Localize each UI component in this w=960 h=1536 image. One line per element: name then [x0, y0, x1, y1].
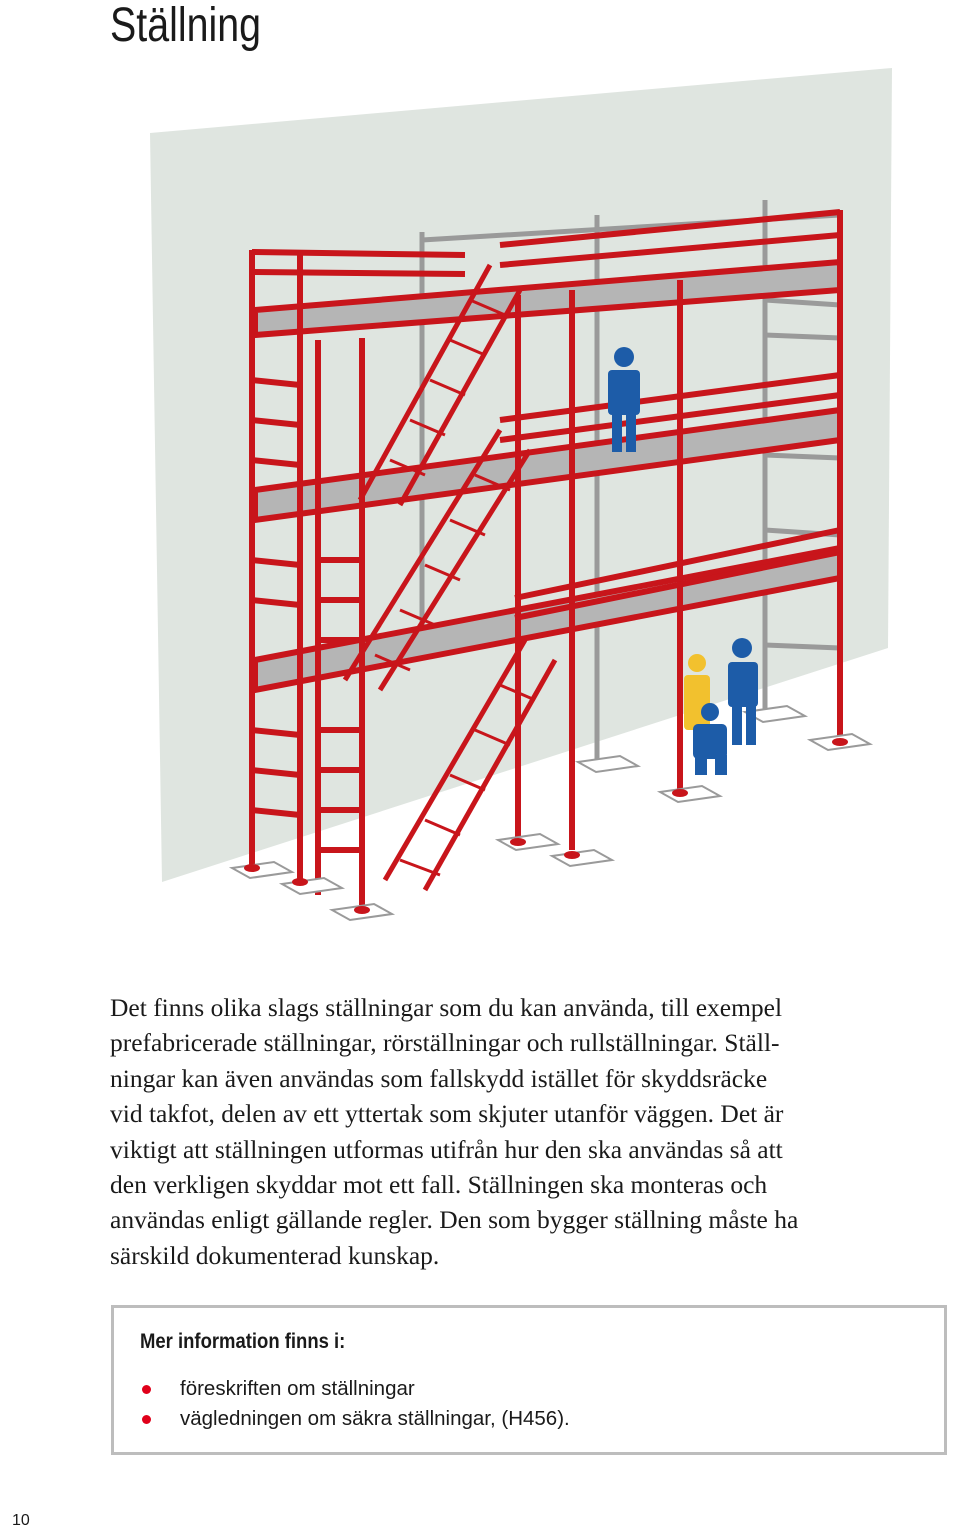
body-line: ningar kan även användas som fallskydd istället för skyddsräcke	[110, 1063, 768, 1093]
info-list	[140, 1374, 570, 1434]
body-line: användas enligt gällande regler. Den som bygger ställning måste ha	[110, 1205, 799, 1235]
page-number: 10	[12, 1512, 30, 1529]
info-heading: Mer information finns i:	[140, 1330, 346, 1353]
info-list-item: vägledningen om säkra ställningar, (H456).	[140, 1404, 570, 1434]
body-line: särskild dokumenterad kunskap.	[110, 1240, 440, 1270]
body-line: Det finns olika slags ställningar som du kan använda, till exempel	[110, 993, 783, 1022]
body-line: prefabricerade ställningar, rörställningar och rullställningar. Ställ-	[110, 1028, 780, 1058]
body-paragraph	[110, 990, 955, 1273]
body-line: den verkligen skyddar mot ett fall. Ställningen ska monteras och	[110, 1170, 768, 1200]
scaffold-illustration	[0, 60, 960, 940]
body-line: vid takfot, delen av ett yttertak som skjuter utanför väggen. Det är	[110, 1099, 784, 1129]
info-list-item: föreskriften om ställningar	[140, 1374, 570, 1404]
info-box	[111, 1305, 947, 1455]
page-title: Ställning	[110, 0, 261, 52]
body-line: viktigt att ställningen utformas utifrån hur den ska användas så att	[110, 1134, 783, 1164]
